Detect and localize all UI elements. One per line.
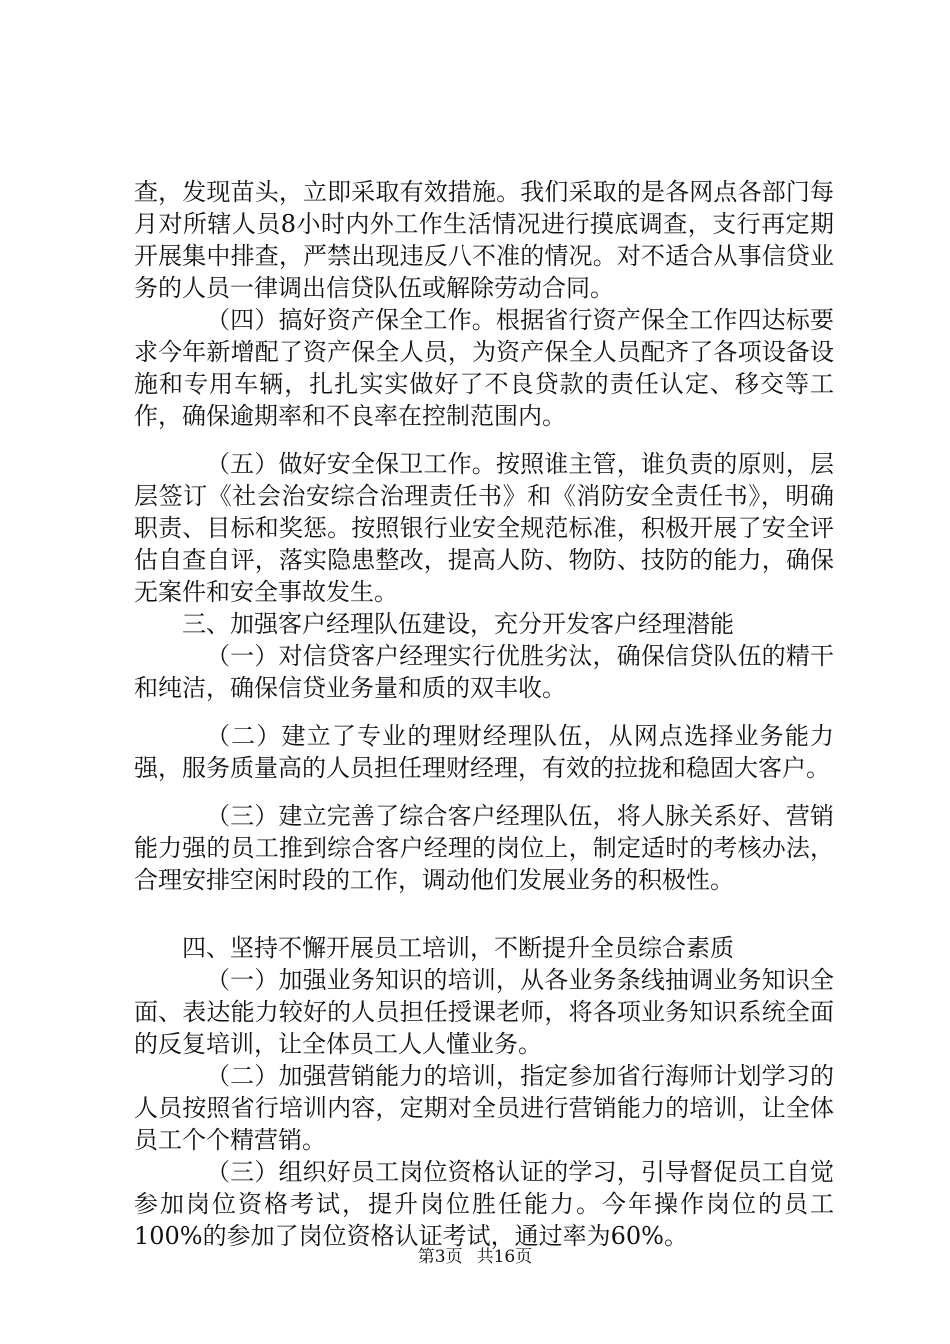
paragraph-section-4-item-2: （二）加强营销能力的培训，指定参加省行海师计划学习的人员按照省行培训内容，定期对全员进行营销能力的培训，让全体员工个个精营销。 xyxy=(134,1062,834,1154)
paragraph-item-5-security: （五）做好安全保卫工作。按照谁主管，谁负责的原则，层层签订《社会治安综合治理责任书》和《消防安全责任书》，明确职责、目标和奖惩。按照银行业安全规范标准，积极开展了安全评估自查自评，落实隐患整改，提高人防、物防、技防的能力，确保无案件和安全事故发生。 xyxy=(134,450,834,606)
document-body xyxy=(134,176,834,1252)
paragraph-section-3-item-1: （一）对信贷客户经理实行优胜劣汰，确保信贷队伍的精干和纯洁，确保信贷业务量和质的双丰收。 xyxy=(134,642,834,702)
paragraph-continuation: 查，发现苗头，立即采取有效措施。我们采取的是各网点各部门每月对所辖人员8小时内外工作生活情况进行摸底调查，支行再定期开展集中排查，严禁出现违反八不准的情况。对不适合从事信贷业务的人员一律调出信贷队伍或解除劳动合同。 xyxy=(134,178,834,302)
section-heading-3: 三、加强客户经理队伍建设，充分开发客户经理潜能 xyxy=(182,610,734,638)
paragraph-item-4-asset-preservation: （四）搞好资产保全工作。根据省行资产保全工作四达标要求今年新增配了资产保全人员，为资产保全人员配齐了各项设备设施和专用车辆，扎扎实实做好了不良贷款的责任认定、移交等工作，确保逾期率和不良率在控制范围内。 xyxy=(134,306,834,430)
page-footer xyxy=(0,1246,950,1268)
paragraph-section-3-item-3: （三）建立完善了综合客户经理队伍，将人脉关系好、营销能力强的员工推到综合客户经理的岗位上，制定适时的考核办法，合理安排空闲时段的工作，调动他们发展业务的积极性。 xyxy=(134,802,834,894)
paragraph-section-4-item-1: （一）加强业务知识的培训，从各业务条线抽调业务知识全面、表达能力较好的人员担任授课老师，将各项业务知识系统全面的反复培训，让全体员工人人懂业务。 xyxy=(134,966,834,1058)
paragraph-section-3-item-2: （二）建立了专业的理财经理队伍，从网点选择业务能力强，服务质量高的人员担任理财经理，有效的拉拢和稳固大客户。 xyxy=(134,722,834,782)
section-heading-4: 四、坚持不懈开展员工培训，不断提升全员综合素质 xyxy=(182,934,734,962)
paragraph-section-4-item-3: （三）组织好员工岗位资格认证的学习，引导督促员工自觉参加岗位资格考试，提升岗位胜任能力。今年操作岗位的员工100%的参加了岗位资格认证考试，通过率为60%。 xyxy=(134,1158,834,1250)
page-total: 共16页 xyxy=(476,1247,533,1267)
page-number: 第3页 xyxy=(417,1247,463,1267)
